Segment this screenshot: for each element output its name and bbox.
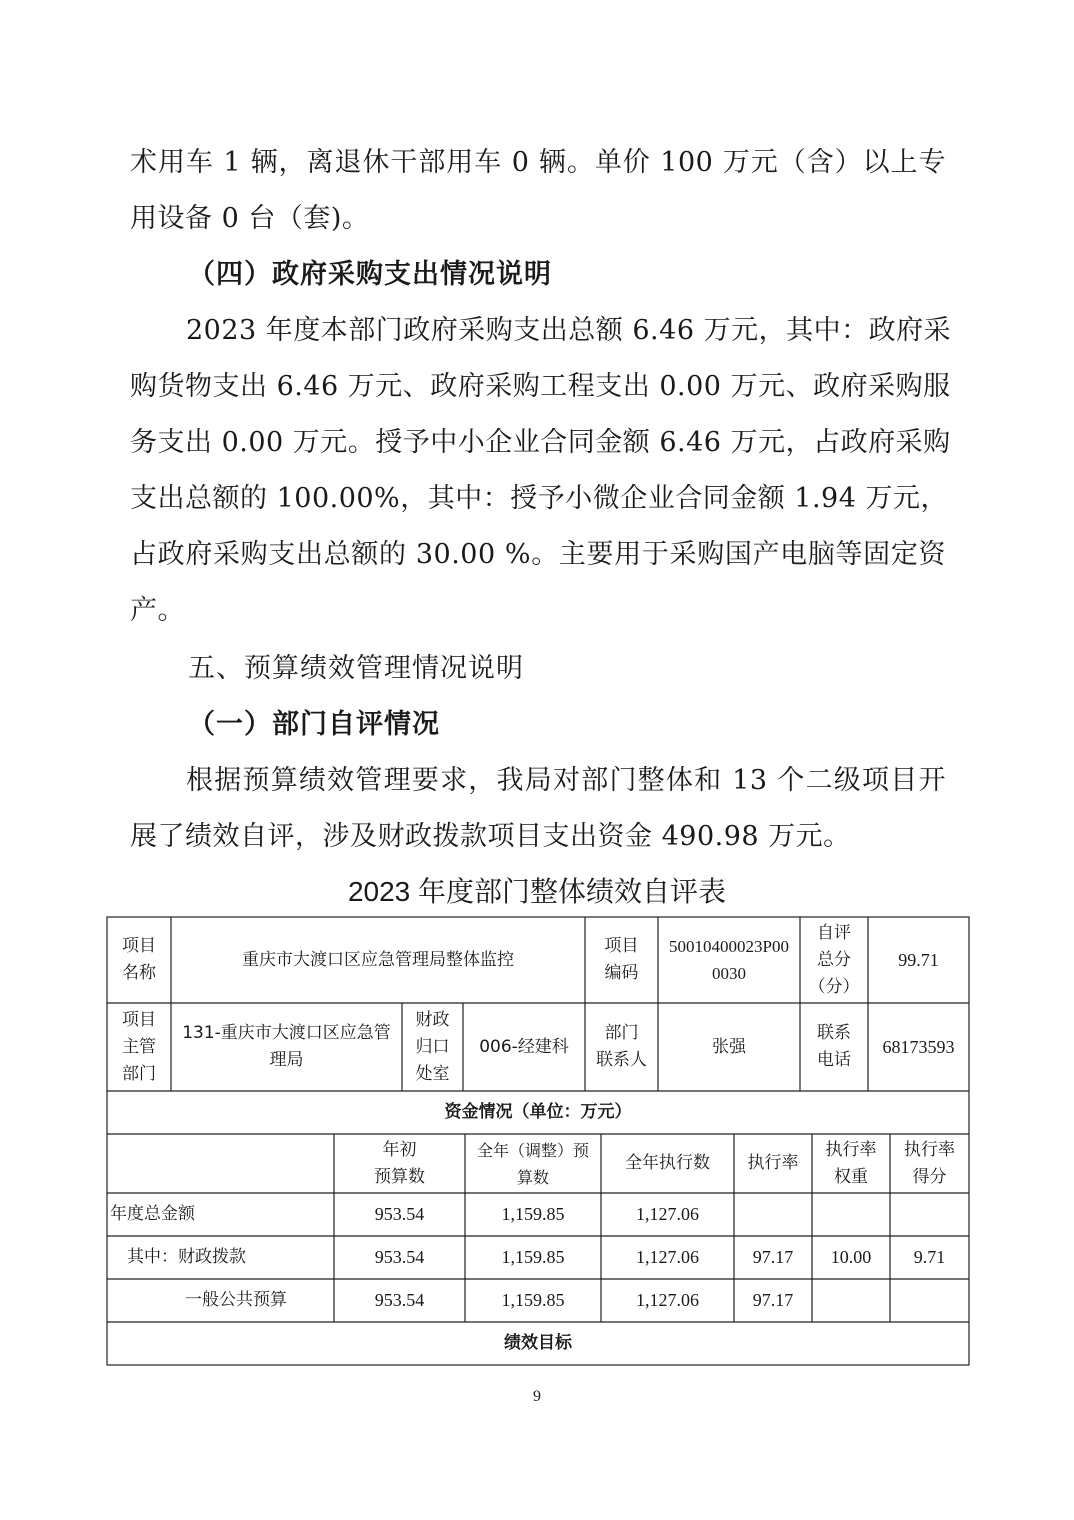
cell-executed: 1,127.06: [636, 1204, 699, 1224]
finance-office-label: 财政 归口 处室: [415, 1009, 450, 1084]
body-line: 2023 年度本部门政府采购支出总额 6.46 万元，其中：政府采: [186, 315, 952, 346]
goals-section-header: 绩效目标: [504, 1333, 572, 1353]
col-header-initial: 年初 预算数: [374, 1139, 425, 1187]
funds-section-header: 资金情况（单位：万元）: [444, 1102, 632, 1122]
table-title: 2023 年度部门整体绩效自评表: [347, 876, 727, 907]
cell-rate: 97.17: [752, 1290, 794, 1310]
contact-label: 部门 联系人: [596, 1023, 647, 1070]
subsection-heading-self-eval: （一）部门自评情况: [188, 709, 440, 740]
self-score-label: 自评 总分 （分）: [808, 922, 860, 997]
finance-office-value: 006-经建科: [479, 1036, 569, 1057]
cell-weight: [812, 1193, 890, 1236]
cell-score: [890, 1193, 969, 1236]
row-label: 一般公共预算: [185, 1290, 287, 1310]
cell-score: [890, 1279, 969, 1322]
body-line: 务支出 0.00 万元。授予中小企业合同金额 6.46 万元，占政府采购: [130, 427, 951, 458]
cell-initial: 953.54: [374, 1247, 425, 1267]
project-code-label: 项目 编码: [604, 936, 639, 983]
dept-value: 131-重庆市大渡口区应急管 理局: [182, 1023, 391, 1070]
cell-adjusted: 1,159.85: [501, 1290, 565, 1310]
body-line: 占政府采购支出总额的 30.00 %。主要用于采购国产电脑等固定资: [130, 539, 946, 570]
project-name-value: 重庆市大渡口区应急管理局整体监控: [242, 949, 514, 970]
body-line: 产。: [130, 595, 185, 626]
body-line: 术用车 1 辆，离退休干部用车 0 辆。单价 100 万元（含）以上专: [130, 147, 946, 178]
col-header-adjusted: 全年（调整）预 算数: [476, 1140, 589, 1187]
body-line: 支出总额的 100.00%，其中：授予小微企业合同金额 1.94 万元，: [130, 483, 948, 514]
project-code-value: 50010400023P00 0030: [669, 937, 789, 983]
col-header-rate: 执行率: [747, 1153, 799, 1173]
dept-label: 项目 主管 部门: [122, 1009, 156, 1084]
body-line: 展了绩效自评，涉及财政拨款项目支出资金 490.98 万元。: [130, 821, 851, 852]
col-header-executed: 全年执行数: [625, 1153, 710, 1173]
body-line: 购货物支出 6.46 万元、政府采购工程支出 0.00 万元、政府采购服: [130, 371, 951, 402]
project-name-label: 项目 名称: [122, 936, 156, 983]
page-number: 9: [533, 1388, 541, 1405]
phone-label: 联系 电话: [817, 1023, 851, 1070]
self-score-value: 99.71: [898, 949, 939, 970]
cell-weight: [812, 1279, 890, 1322]
col-header-weight: 执行率 权重: [825, 1139, 877, 1187]
row-label: 其中：财政拨款: [127, 1247, 246, 1267]
cell-initial: 953.54: [374, 1290, 425, 1310]
cell-executed: 1,127.06: [636, 1290, 699, 1310]
cell-adjusted: 1,159.85: [501, 1204, 565, 1224]
cell-weight: 10.00: [830, 1247, 872, 1267]
body-line: 根据预算绩效管理要求，我局对部门整体和 13 个二级项目开: [186, 765, 946, 796]
cell-score: 9.71: [913, 1247, 946, 1267]
phone-value: 68173593: [882, 1036, 955, 1057]
body-line: 用设备 0 台（套)。: [130, 203, 370, 234]
section-heading-procurement: （四）政府采购支出情况说明: [188, 259, 552, 290]
cell-adjusted: 1,159.85: [501, 1247, 565, 1267]
section-heading-performance: 五、预算绩效管理情况说明: [188, 653, 524, 684]
col-header-score: 执行率 得分: [904, 1139, 955, 1187]
contact-value: 张强: [712, 1036, 746, 1057]
cell-rate: [734, 1193, 812, 1236]
cell-executed: 1,127.06: [636, 1247, 699, 1267]
cell-rate: 97.17: [752, 1247, 794, 1267]
row-label: 年度总金额: [110, 1204, 195, 1224]
cell-initial: 953.54: [374, 1204, 425, 1224]
